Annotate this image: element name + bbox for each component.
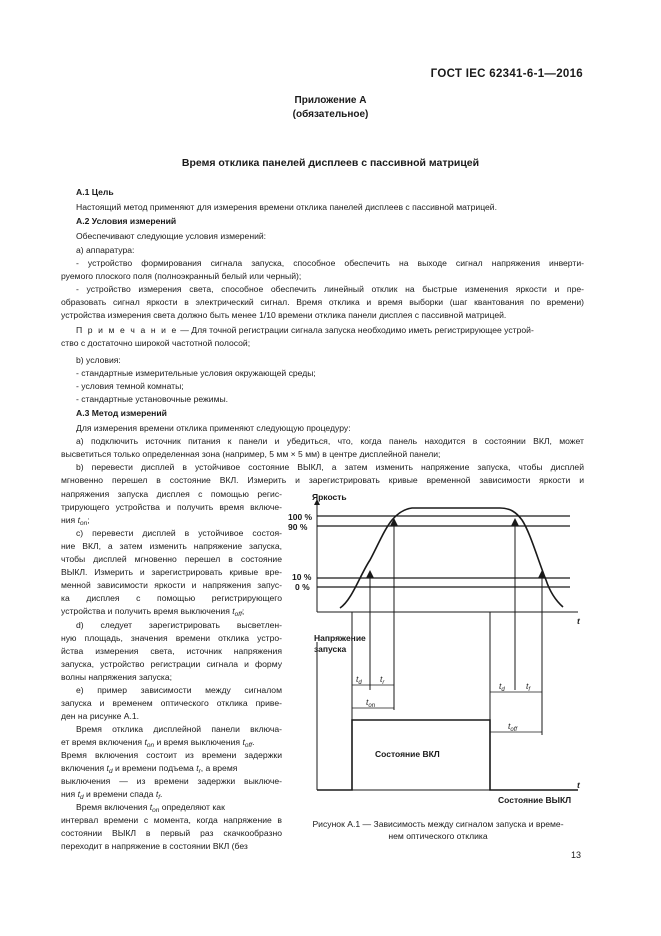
note-continued: ство с достаточно широкой частотной полосой; (61, 338, 251, 348)
figure-caption (283, 818, 593, 842)
marker-fall-90 (511, 518, 519, 526)
section-a3-line: ния $t_{on}$; (61, 515, 90, 527)
section-a3-line: трирующего устройства и получить время включе- (61, 502, 282, 512)
section-a2-line: - стандартные измерительные условия окружающей среды; (76, 368, 316, 378)
annex-status: (обязательное) (292, 109, 369, 120)
section-a3-line: напряжения запуска дисплея с помощью регис- (61, 489, 282, 499)
luminance-axis-label: Яркость (312, 492, 347, 502)
section-a3-line: ния $t_d$ и времени спада $t_f$. (61, 789, 163, 801)
section-a3-line: Время включения состоит из времени задержки (61, 750, 282, 760)
section-a2-line: руемого плоского поля (полноэкранный белый или черный); (61, 271, 302, 281)
section-a2-line: образовать сигнал яркости в электрический сигнал. Время отклика и время выборки (шаг квантования по времени) (61, 297, 584, 307)
section-a2-item-b: b) условия: (76, 355, 121, 365)
section-a3-line: ет время включения $t_{on}$ и время выключения $t_{off}$. (61, 737, 255, 749)
time-label-bottom: t (577, 780, 580, 790)
annex-title: Приложение А (294, 95, 367, 106)
section-a3-line: ние ВКЛ, а затем изменить напряжение запуска, (61, 541, 282, 551)
section-a3-line: ден на рисунке А.1. (61, 711, 140, 721)
document-code: ГОСТ IEC 62341-6-1—2016 (430, 68, 583, 80)
section-a3-line: йства измерения света, источник напряжения (61, 646, 282, 656)
td-on-label: $t_d$ (356, 674, 362, 686)
figure-caption-line: Рисунок А.1 — Зависимость между сигналом запуска и време- (312, 819, 564, 829)
section-a3-line: е) пример зависимости между сигналом (76, 685, 282, 695)
section-a3-line: b) перевести дисплей в устойчивое состояние ВЫКЛ, а затем изменить напряжение запуска, чтобы дисплей (76, 462, 584, 472)
section-a3-line: переходит в напряжение в состоянии ВКЛ (без (61, 841, 248, 851)
figure-caption-line: нем оптического отклика (388, 831, 488, 842)
td-off-label: $t_d$ (499, 681, 505, 693)
section-a3-line: устройства и получить время выключения $t_{off}$; (61, 606, 245, 618)
section-a3-line: ка дисплея с помощью регистрирующего (61, 593, 282, 603)
section-a3-line: менной зависимости яркости и напряжения запус- (61, 580, 282, 590)
state-on-label: Состояние ВКЛ (375, 749, 440, 759)
section-a3-line: запуска, устройство регистрации сигнала и форму (61, 659, 282, 669)
ton-label: $t_{on}$ (366, 697, 376, 709)
state-off-label: Состояние ВЫКЛ (498, 795, 572, 805)
level-90-label: 90 % (288, 522, 308, 532)
section-a3-line: а) подключить источник питания к панели и убедиться, что, когда панель находится в состоянии ВКЛ, может (76, 436, 584, 446)
tf-label: $t_f$ (526, 681, 531, 693)
level-100-label: 100 % (288, 512, 313, 522)
section-a3-line: выключения — из времени задержки выключе- (61, 776, 282, 786)
section-a2-line: - условия темной комнаты; (76, 381, 184, 391)
section-a2-line: устройства измерения света должно быть менее 1/10 времени отклика панели дисплея с пассивной матрицей. (61, 310, 507, 320)
tr-label: $t_r$ (380, 674, 385, 686)
section-a2-line: - устройство формирования сигнала запуска, способное обеспечить на выходе сигнал напряжения инверти- (76, 258, 584, 268)
section-a3-line: включения $t_d$ и времени подъема $t_r$, а время (61, 763, 238, 775)
section-a3-line: с) перевести дисплей в устойчивое состоя- (76, 528, 282, 538)
time-label-top: t (577, 616, 580, 626)
section-a2-line: - стандартные установочные режимы. (76, 394, 229, 404)
voltage-axis-label-2: запуска (314, 644, 347, 654)
note-label: П р и м е ч а н и е (76, 325, 178, 335)
section-a2-heading: А.2 Условия измерений (76, 216, 177, 226)
section-a3-intro: Для измерения времени отклика применяют следующую процедуру: (76, 423, 351, 433)
section-a1-heading: А.1 Цель (76, 187, 114, 197)
level-10-label: 10 % (292, 572, 312, 582)
luminance-curve (340, 508, 563, 608)
section-a3-line: Время включения $t_{on}$ определяют как (76, 802, 225, 814)
section-a3-heading: А.3 Метод измерений (76, 408, 167, 418)
toff-label: $t_{off}$ (508, 721, 518, 733)
page-number: 13 (571, 850, 582, 860)
voltage-pulse (317, 720, 578, 790)
section-a2-line: - устройство измерения света, способное обеспечить линейный отклик на быстрые изменения яркости и пре- (76, 284, 584, 294)
section-a2-intro: Обеспечивают следующие условия измерений: (76, 231, 267, 241)
page-title: Время отклика панелей дисплеев с пассивной матрицей (181, 157, 480, 169)
section-a3-line: запуска и временем оптического отклика приве- (61, 698, 282, 708)
section-a2-item-a: а) аппаратура: (76, 245, 135, 255)
voltage-axis-label-1: Напряжение (314, 633, 366, 643)
note-text: — Для точной регистрации сигнала запуска необходимо иметь регистрирующее устрой- (177, 325, 534, 335)
section-a3-line: волны напряжения запуска; (61, 672, 173, 682)
section-a3-line: высветиться только определенная зона (например, 5 мм × 5 мм) в центре дисплейной панели; (61, 449, 441, 459)
section-a3-line: состоянии ВЫКЛ в первый раз скачкообразно (61, 828, 282, 838)
section-a3-line: мгновенно перешел в состояние ВКЛ. Измерить и зарегистрировать кривые временной зависимости яркости и (61, 475, 584, 485)
section-a1-text: Настоящий метод применяют для измерения времени отклика панелей дисплеев с пассивной матрицей. (76, 202, 497, 212)
marker-rise-10 (366, 570, 374, 578)
section-a3-line: ВЫКЛ. Измерить и зарегистрировать кривые вре- (61, 567, 282, 577)
section-a3-line: Время отклика дисплейной панели включа- (76, 724, 282, 734)
section-a3-line: чтобы дисплей мгновенно перешел в состояние (61, 554, 282, 564)
section-a3-line: d) следует зарегистрировать высветлен- (76, 620, 282, 630)
level-0-label: 0 % (295, 582, 310, 592)
section-a3-line: интервал времени с момента, когда напряжение в (61, 815, 282, 825)
marker-fall-10 (538, 570, 546, 578)
section-a3-line: ную площадь, значения времени отклика устро- (61, 633, 282, 643)
